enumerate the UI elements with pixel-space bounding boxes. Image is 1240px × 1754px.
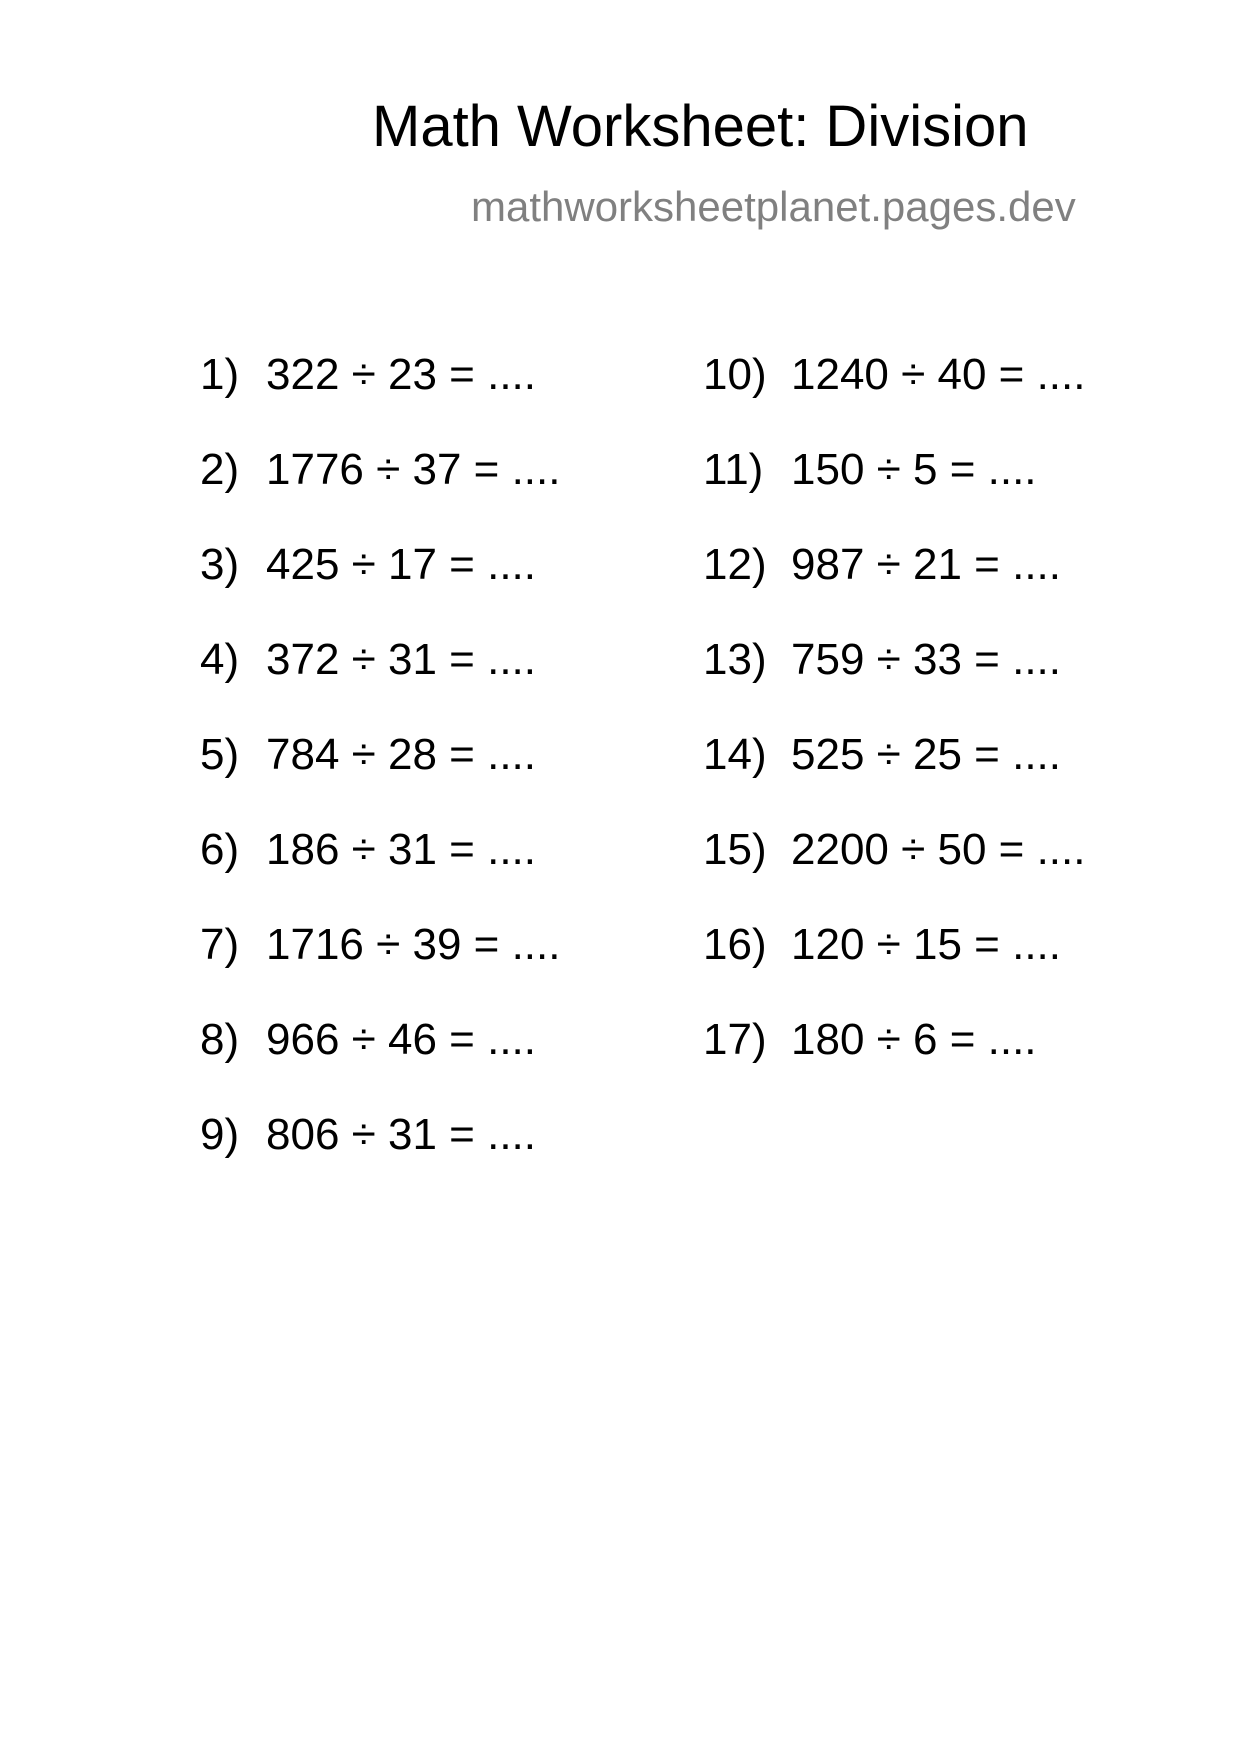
problem-number: 7) bbox=[200, 920, 240, 969]
problem-number: 3) bbox=[200, 540, 240, 589]
problem-expression: 784 ÷ 28 = .... bbox=[266, 730, 536, 779]
problem-item bbox=[200, 350, 560, 448]
problem-number: 15) bbox=[703, 825, 767, 874]
problem-expression: 372 ÷ 31 = .... bbox=[266, 635, 536, 684]
problem-item bbox=[703, 1015, 1085, 1113]
problem-expression: 1240 ÷ 40 = .... bbox=[791, 350, 1086, 399]
problem-number: 16) bbox=[703, 920, 767, 969]
problem-expression: 2200 ÷ 50 = .... bbox=[791, 825, 1086, 874]
problem-expression: 150 ÷ 5 = .... bbox=[791, 445, 1037, 494]
problem-item bbox=[200, 445, 561, 543]
problem-expression: 987 ÷ 21 = .... bbox=[791, 540, 1061, 589]
problem-number: 5) bbox=[200, 730, 240, 779]
problem-expression: 425 ÷ 17 = .... bbox=[266, 540, 536, 589]
problem-expression: 180 ÷ 6 = .... bbox=[791, 1015, 1037, 1064]
problem-number: 9) bbox=[200, 1110, 240, 1159]
problem-number: 14) bbox=[703, 730, 767, 779]
problem-item bbox=[200, 540, 560, 638]
problem-item bbox=[703, 540, 1085, 638]
source-website: mathworksheetplanet.pages.dev bbox=[471, 183, 1076, 230]
problem-number: 13) bbox=[703, 635, 767, 684]
problem-expression: 120 ÷ 15 = .... bbox=[791, 920, 1061, 969]
problem-number: 2) bbox=[200, 445, 240, 494]
problem-expression: 525 ÷ 25 = .... bbox=[791, 730, 1061, 779]
problem-column-right bbox=[703, 350, 1086, 1113]
problem-expression: 1716 ÷ 39 = .... bbox=[266, 920, 561, 969]
problem-item bbox=[703, 350, 1086, 448]
problem-item bbox=[703, 825, 1086, 923]
problem-number: 6) bbox=[200, 825, 240, 874]
problem-item bbox=[703, 635, 1085, 733]
problem-item bbox=[200, 825, 560, 923]
problem-column-left bbox=[200, 350, 561, 1208]
problem-item bbox=[200, 730, 560, 828]
problem-item bbox=[200, 1110, 560, 1208]
problem-item bbox=[703, 920, 1085, 1018]
problem-expression: 1776 ÷ 37 = .... bbox=[266, 445, 561, 494]
problem-expression: 966 ÷ 46 = .... bbox=[266, 1015, 536, 1064]
problem-number: 10) bbox=[703, 350, 767, 399]
problem-item bbox=[703, 730, 1085, 828]
problem-item bbox=[200, 635, 560, 733]
problem-number: 12) bbox=[703, 540, 767, 589]
problem-expression: 759 ÷ 33 = .... bbox=[791, 635, 1061, 684]
problem-expression: 186 ÷ 31 = .... bbox=[266, 825, 536, 874]
problem-number: 11) bbox=[703, 445, 764, 494]
problem-number: 4) bbox=[200, 635, 240, 684]
problem-expression: 806 ÷ 31 = .... bbox=[266, 1110, 536, 1159]
problem-item bbox=[200, 920, 561, 1018]
problem-number: 1) bbox=[200, 350, 240, 399]
worksheet-title: Math Worksheet: Division bbox=[372, 94, 1029, 159]
problem-number: 8) bbox=[200, 1015, 240, 1064]
problem-item bbox=[200, 1015, 560, 1113]
problem-number: 17) bbox=[703, 1015, 767, 1064]
problem-expression: 322 ÷ 23 = .... bbox=[266, 350, 536, 399]
problem-item bbox=[703, 445, 1085, 543]
